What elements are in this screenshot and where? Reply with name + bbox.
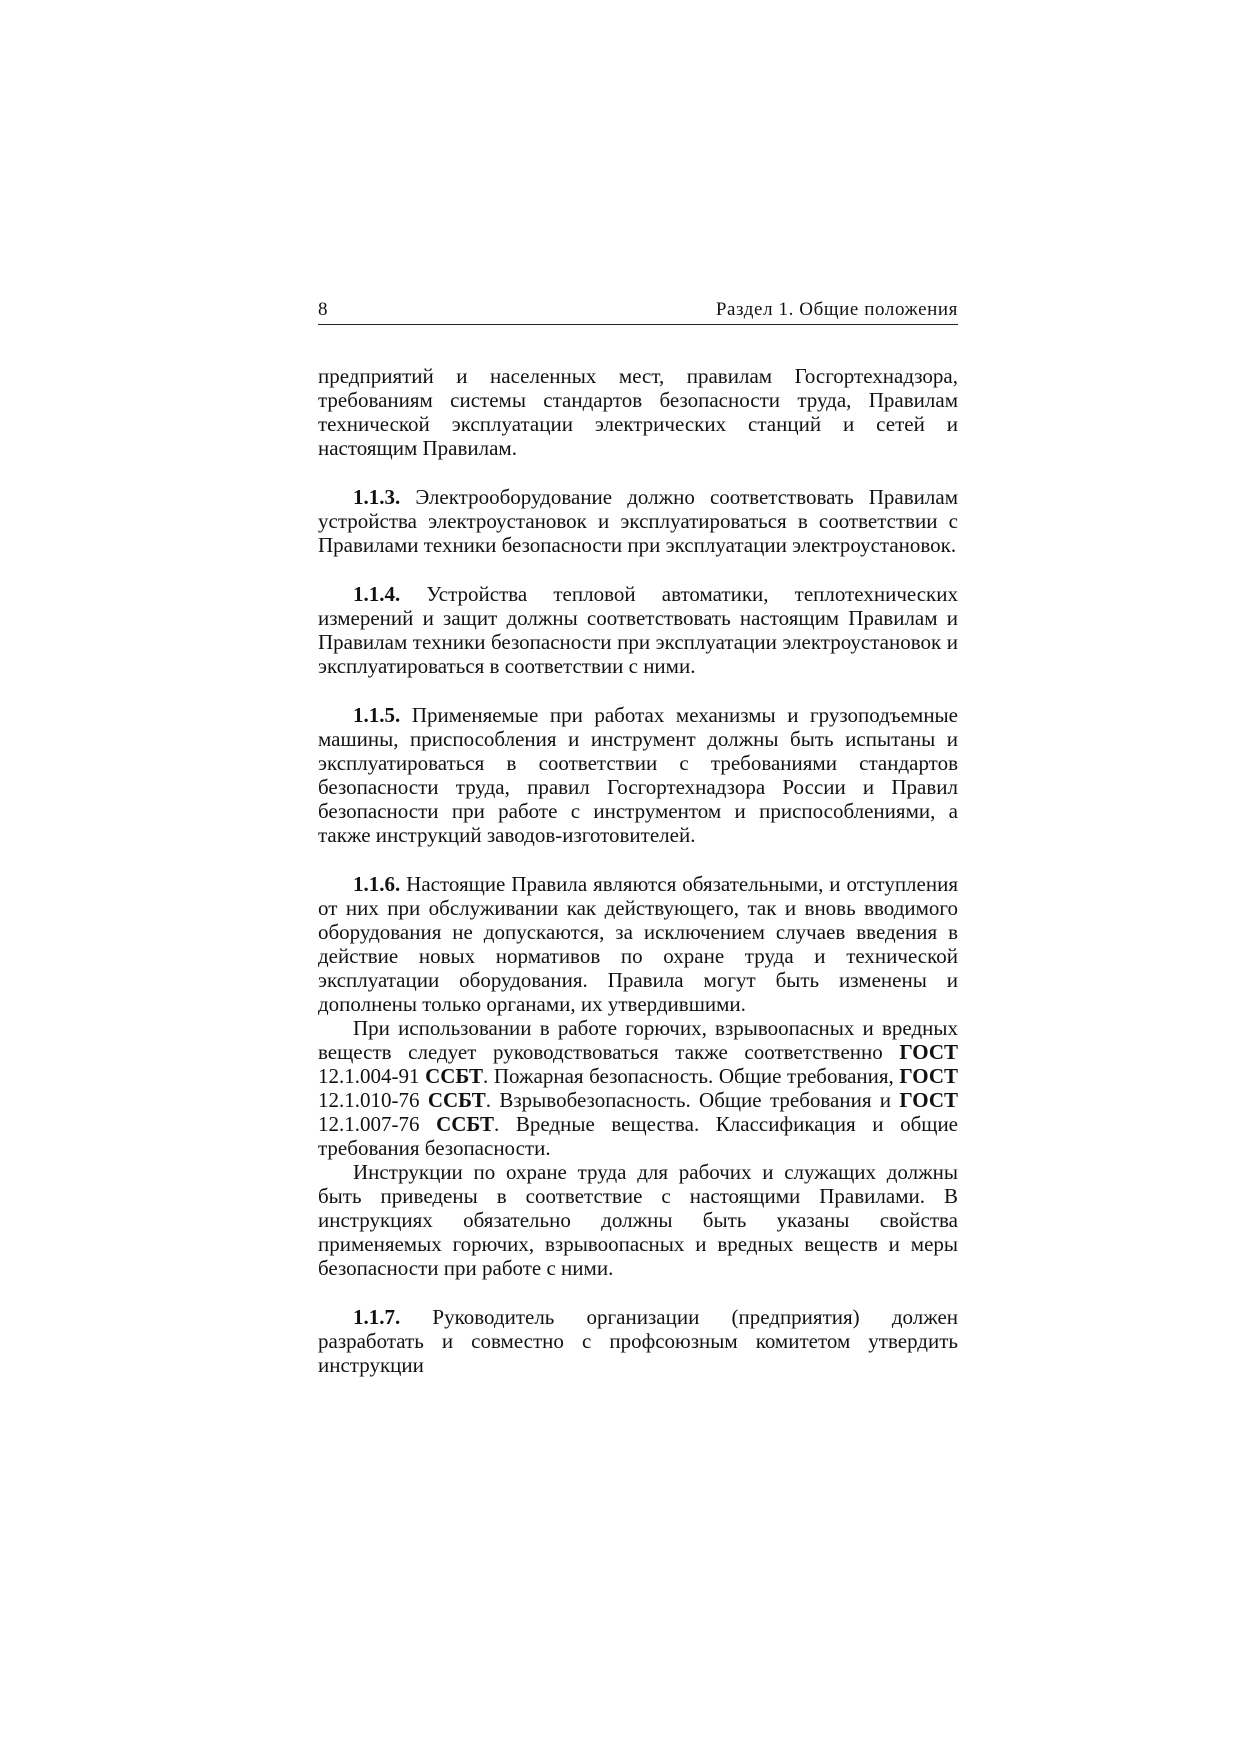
clause-text: Настоящие Правила являются обязательными, и отступления от них при обслуживании как действующего, так и вновь вводимого оборудования не допускаются, за исключением случаев введения в действие новых нормативов по охране труда и технической эксплуатации оборудования. Правила могут быть изменены и дополнены только органами, их утвердившими. (318, 872, 958, 1016)
paragraph-hazardous-substances (318, 1016, 958, 1160)
clause-number: 1.1.3. (353, 485, 401, 509)
page-number: 8 (318, 299, 328, 320)
running-title: Раздел 1. Общие положения (715, 299, 958, 320)
page-header (318, 298, 958, 325)
clause-1-1-4 (318, 582, 958, 678)
ssbt-label: ССБТ (427, 1088, 486, 1112)
gost-number: 12.1.010-76 (318, 1088, 428, 1112)
gost-label: ГОСТ (899, 1064, 958, 1088)
paragraph-text: предприятий и населенных мест, правилам Госгортехнадзора, требованиям системы стандартов безопасности труда, Правилам технической эксплуатации электрических станций и сетей и настоящим Правилам. (318, 364, 958, 460)
clause-text: Применяемые при работах механизмы и грузоподъемные машины, приспособления и инструмент должны быть испытаны и эксплуатироваться в соответствии с требованиями стандартов безопасности труда, правил Госгортехнадзора России и Правил безопасности при работе с инструментом и приспособлениями, а также инструкций заводов-изготовителей. (318, 703, 958, 847)
clause-number: 1.1.6. (353, 872, 401, 896)
clause-number: 1.1.5. (353, 703, 401, 727)
page-body (318, 364, 958, 1377)
gost-number: 12.1.007-76 (318, 1112, 437, 1136)
paragraph-text: При использовании в работе горючих, взрывоопасных и вредных веществ следует руководствоваться также соответственно (318, 1016, 958, 1064)
clause-1-1-5 (318, 703, 958, 847)
clause-text: Руководитель организации (предприятия) должен разработать и совместно с профсоюзным комитетом утвердить инструкции (318, 1305, 958, 1377)
clause-1-1-6 (318, 872, 958, 1016)
paragraph-safety-instructions (318, 1160, 958, 1280)
ssbt-label: ССБТ (425, 1064, 484, 1088)
clause-text: Устройства тепловой автоматики, теплотехнических измерений и защит должны соответствовать настоящим Правилам и Правилам техники безопасности при эксплуатации электроустановок и эксплуатироваться в соответствии с ними. (318, 582, 958, 678)
ssbt-label: ССБТ (436, 1112, 495, 1136)
paragraph-text: . Взрывобезопасность. Общие требования и (485, 1088, 900, 1112)
paragraph-text: . Вредные вещества. Классификация и общие требования безопасности. (318, 1112, 959, 1160)
clause-1-1-7 (318, 1305, 958, 1377)
paragraph-text: . Пожарная безопасность. Общие требования, (483, 1064, 900, 1088)
paragraph-text: Инструкции по охране труда для рабочих и служащих должны быть приведены в соответствие с настоящими Правилами. В инструкциях обязательно должны быть указаны свойства применяемых горючих, взрывоопасных и вредных веществ и меры безопасности при работе с ними. (318, 1160, 958, 1280)
gost-number: 12.1.004-91 (318, 1064, 426, 1088)
clause-number: 1.1.7. (353, 1305, 401, 1329)
gost-label: ГОСТ (899, 1088, 958, 1112)
clause-1-1-3 (318, 485, 958, 557)
gost-label: ГОСТ (899, 1040, 958, 1064)
clause-number: 1.1.4. (353, 582, 401, 606)
paragraph-continuation (318, 364, 958, 460)
clause-text: Электрооборудование должно соответствовать Правилам устройства электроустановок и эксплуатироваться в соответствии с Правилами техники безопасности при эксплуатации электроустановок. (318, 485, 958, 557)
